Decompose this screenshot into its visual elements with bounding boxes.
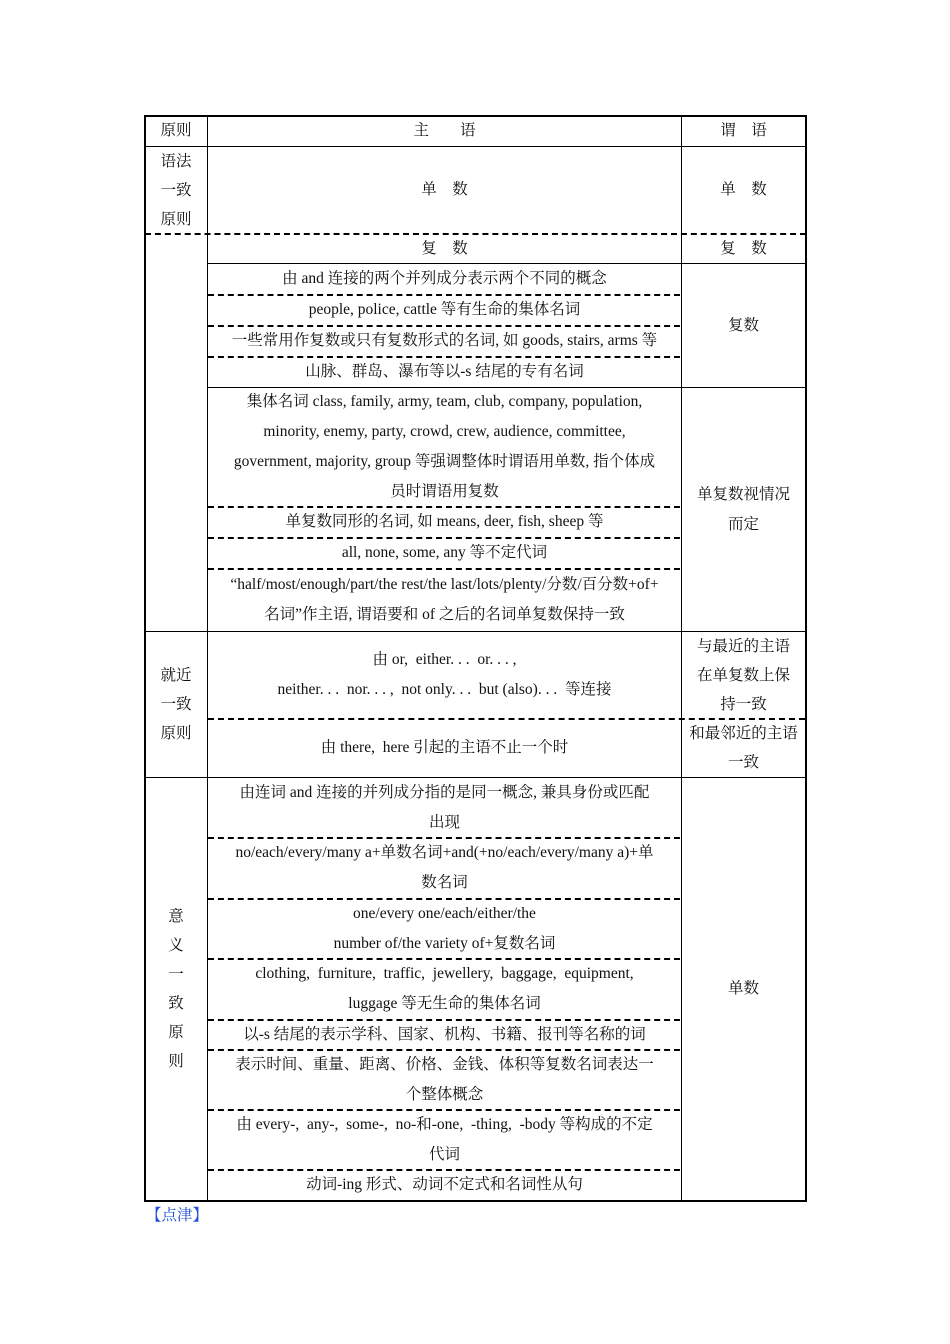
header-subject: 主 语 xyxy=(413,122,476,139)
proximity-principle-line: 原则 xyxy=(160,725,192,742)
meaning-item-line: no/each/every/many a+单数名词+and(+no/each/every/many a)+单 xyxy=(235,844,654,861)
plural-item: people, police, cattle 等有生命的集体名词 xyxy=(308,301,581,318)
grammar-principle xyxy=(145,147,207,233)
meaning-item-line: 以-s 结尾的表示学科、国家、机构、书籍、报刊等名称的词 xyxy=(243,1025,646,1043)
meaning-item xyxy=(208,899,681,958)
proximity-predicate-line: 和最邻近的主语 xyxy=(689,725,798,742)
proximity-principle xyxy=(145,632,207,777)
proximity-subject-line: neither. . . nor. . . , not only. . . but (also). . . 等连接 xyxy=(277,681,612,698)
proximity-predicate-line: 与最近的主语 xyxy=(696,637,790,655)
depends-item xyxy=(208,388,681,506)
proximity-subject-line: 由 or, either. . . or. . . , xyxy=(372,651,517,668)
meaning-item xyxy=(208,1170,681,1200)
depends-item-line: government, majority, group 等强调整体时谓语用单数, 指个体成 xyxy=(233,453,656,470)
meaning-item-line: one/every one/each/either/the xyxy=(353,904,536,922)
depends-item-line: 单复数同形的名词, 如 means, deer, fish, sheep 等 xyxy=(285,513,604,530)
proximity-principle-line: 一致 xyxy=(160,696,192,713)
meaning-item xyxy=(208,1050,681,1109)
grammar-principle-line: 语法 xyxy=(160,152,192,170)
proximity-predicate xyxy=(682,719,805,777)
singular-subject: 单 数 xyxy=(421,181,468,198)
proximity-subject xyxy=(208,719,681,777)
meaning-item-line: 由 every-, any-, some-, no-和-one, -thing, -body 等构成的不定 xyxy=(236,1115,653,1133)
depends-predicate-line: 而定 xyxy=(727,515,759,533)
depends-item-line: “half/most/enough/part/the rest/the last/lots/plenty/分数/百分数+of+ xyxy=(230,576,659,593)
grammar-principle-line: 一致 xyxy=(160,181,192,199)
meaning-item xyxy=(208,838,681,898)
proximity-subject-line: 由 there, here 引起的主语不止一个时 xyxy=(320,739,569,756)
meaning-principle-char: 义 xyxy=(168,937,184,954)
plural-item: 山脉、群岛、瀑布等以-s 结尾的专有名词 xyxy=(305,363,584,380)
header-predicate: 谓 语 xyxy=(720,122,767,139)
meaning-item-line: 数名词 xyxy=(421,874,468,891)
depends-item-line: all, none, some, any 等不定代词 xyxy=(341,544,548,561)
proximity-predicate-line: 一致 xyxy=(727,754,759,771)
meaning-item-line: number of/the variety of+复数名词 xyxy=(333,934,556,952)
meaning-item-line: 由连词 and 连接的并列成分指的是同一概念, 兼具身份或匹配 xyxy=(239,783,650,801)
meaning-item xyxy=(208,778,681,837)
plural-subject: 复 数 xyxy=(421,239,468,257)
meaning-item-line: luggage 等无生命的集体名词 xyxy=(348,995,541,1012)
meaning-principle-char: 一 xyxy=(168,966,184,983)
proximity-principle-line: 就近 xyxy=(160,667,192,684)
meaning-item-line: 个整体概念 xyxy=(405,1085,484,1103)
meaning-item-line: 代词 xyxy=(428,1145,460,1163)
meaning-item-line: clothing, furniture, traffic, jewellery, baggage, equipment, xyxy=(255,965,634,982)
depends-item xyxy=(208,538,681,568)
meaning-principle-char: 致 xyxy=(168,995,184,1012)
meaning-predicate: 单数 xyxy=(727,980,759,997)
proximity-predicate xyxy=(682,632,805,718)
depends-item xyxy=(208,569,681,631)
header-principle: 原则 xyxy=(160,122,192,139)
meaning-item-line: 动词-ing 形式、动词不定式和名词性从句 xyxy=(306,1176,583,1193)
depends-item xyxy=(208,507,681,537)
meaning-principle-char: 则 xyxy=(168,1053,184,1070)
depends-item-line: 集体名词 class, family, army, team, club, company, population, xyxy=(246,393,643,410)
depends-predicate-line: 单复数视情况 xyxy=(696,485,790,503)
proximity-predicate-line: 持一致 xyxy=(720,695,767,713)
meaning-principle-char: 意 xyxy=(168,908,184,925)
meaning-item-line: 出现 xyxy=(428,813,460,831)
plural-item: 一些常用作复数或只有复数形式的名词, 如 goods, stairs, arms 等 xyxy=(231,332,658,349)
depends-item-line: minority, enemy, party, crowd, crew, audience, committee, xyxy=(263,423,626,440)
plural-group-predicate: 复数 xyxy=(727,316,759,334)
proximity-subject xyxy=(208,632,681,718)
depends-item-line: 员时谓语用复数 xyxy=(390,483,499,500)
grammar-principle-line: 原则 xyxy=(160,210,192,228)
meaning-item xyxy=(208,1110,681,1169)
footnote-label: 【点津】 xyxy=(146,1206,209,1224)
depends-group-predicate xyxy=(682,388,805,631)
depends-item-line: 名词”作主语, 谓语要和 of 之后的名词单复数保持一致 xyxy=(264,606,625,623)
meaning-principle-char: 原 xyxy=(168,1024,184,1041)
proximity-predicate-line: 在单复数上保 xyxy=(696,666,790,684)
plural-item: 由 and 连接的两个并列成分表示两个不同的概念 xyxy=(282,270,607,287)
singular-predicate: 单 数 xyxy=(720,181,767,198)
meaning-principle xyxy=(145,778,207,1200)
meaning-item-line: 表示时间、重量、距离、价格、金钱、体积等复数名词表达一 xyxy=(235,1055,654,1073)
plural-predicate: 复 数 xyxy=(720,239,767,257)
meaning-item xyxy=(208,959,681,1019)
meaning-item xyxy=(208,1020,681,1049)
